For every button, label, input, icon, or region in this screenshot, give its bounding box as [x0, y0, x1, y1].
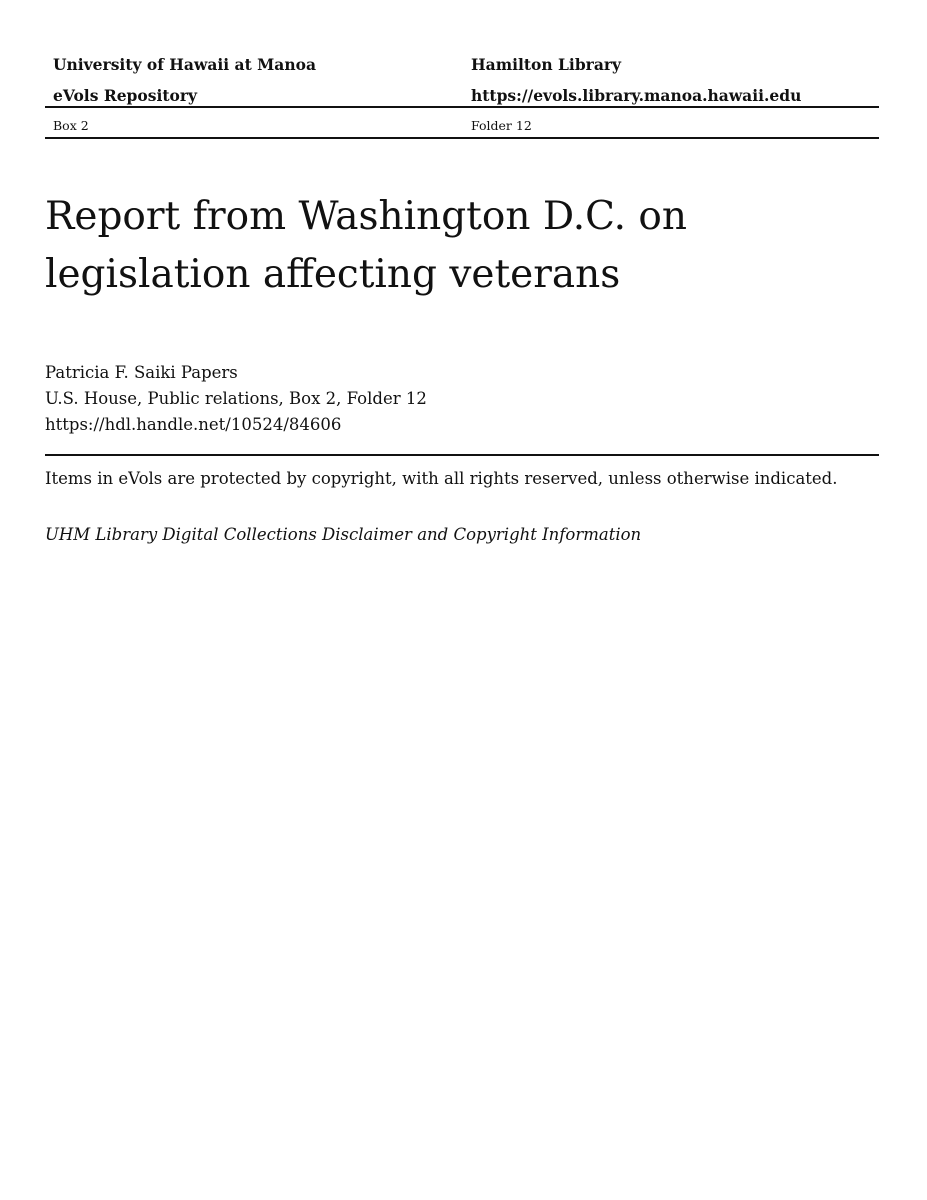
- collection-location: U.S. House, Public relations, Box 2, Folder 12: [45, 389, 427, 408]
- cover-page: [45, 0, 879, 544]
- institution-name: University of Hawaii at Manoa: [53, 55, 316, 74]
- repository-name: eVols Repository: [53, 86, 198, 105]
- box-label: Box 2: [53, 118, 89, 133]
- handle-url: https://hdl.handle.net/10524/84606: [45, 415, 342, 434]
- document-metadata: [45, 360, 427, 438]
- document-title: Report from Washington D.C. on legislation affecting veterans: [45, 194, 687, 297]
- header-bottom: [45, 108, 879, 139]
- repository-url: https://evols.library.manoa.hawaii.edu: [471, 86, 802, 105]
- copyright-notice: Items in eVols are protected by copyright, with all rights reserved, unless otherwise indicated.: [45, 469, 838, 488]
- collection-name: Patricia F. Saiki Papers: [45, 363, 238, 382]
- library-name: Hamilton Library: [471, 55, 622, 74]
- disclaimer-link[interactable]: UHM Library Digital Collections Disclaimer and Copyright Information: [45, 525, 642, 544]
- header-top: [45, 0, 879, 108]
- folder-label: Folder 12: [471, 118, 532, 133]
- divider: [45, 454, 879, 456]
